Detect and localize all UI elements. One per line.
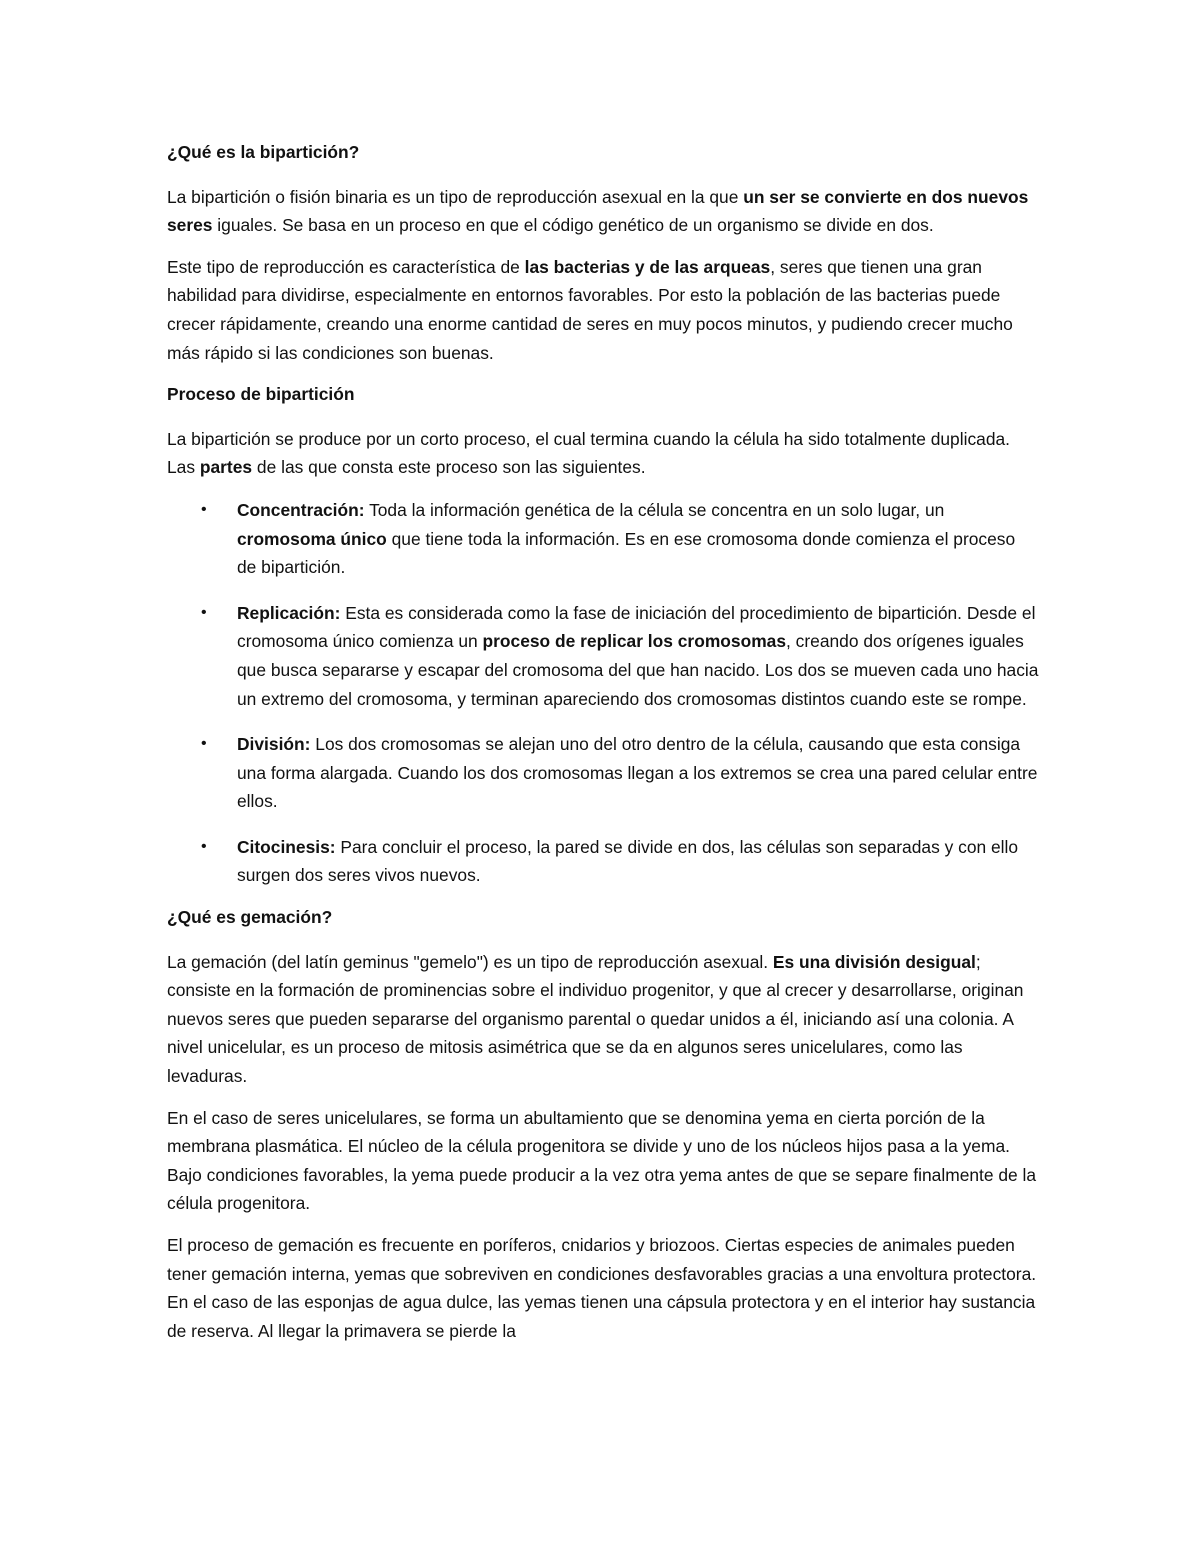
list-item: • Citocinesis: Para concluir el proceso, la pared se divide en dos, las células son separadas y con ello surgen dos seres vivos nuevos. [167,833,1039,890]
bold-phrase: cromosoma único [237,528,387,549]
step-title: Concentración: [237,499,365,520]
bold-phrase: partes [199,457,253,478]
heading-gemacion: ¿Qué es gemación? [167,907,333,928]
bold-phrase: las bacterias y de las arqueas [524,256,771,277]
step-title: Citocinesis: [237,836,336,857]
document-body [167,138,1039,1345]
paragraph-unicelulares: En el caso de seres unicelulares, se forma un abultamiento que se denomina yema en cierta porción de la membrana plasmática. El núcleo de la célula progenitora se divide y uno de los núcleos hijos pasa a la yema. Bajo condiciones favorables, la yema puede producir a la vez otra yema antes de que se separe finalmente de la célula progenitora. [167,1107,1037,1214]
bullet-icon: • [201,603,207,621]
bullet-icon: • [201,500,207,518]
list-item: • Concentración: Toda la información genética de la célula se concentra en un solo lugar, un cromosoma único que tiene toda la información. Es en ese cromosoma donde comienza el proceso de bipartición. [167,496,1039,582]
step-title: División: [237,734,311,755]
bullet-icon: • [201,735,207,753]
list-item: • División: Los dos cromosomas se alejan uno del otro dentro de la célula, causando que esta consiga una forma alargada. Cuando los dos cromosomas llegan a los extremos se crea una pared celular entre ellos. [167,730,1039,816]
bold-phrase: proceso de replicar los cromosomas [482,631,787,652]
heading-proceso-biparticion: Proceso de bipartición [167,384,355,405]
list-item: • Replicación: Esta es considerada como la fase de iniciación del procedimiento de bipartición. Desde el cromosoma único comienza un proceso de replicar los cromosomas, creando dos orígenes iguales que busca separarse y escapar del cromosoma del que han nacido. Los dos se mueven cada uno hacia un extremo del cromosoma, y terminan apareciendo dos cromosomas distintos cuando este se rompe. [167,599,1039,713]
paragraph-gemacion-definicion: La gemación (del latín geminus "gemelo") es un tipo de reproducción asexual. Es una división desigual; consiste en la formación de prominencias sobre el individuo progenitor, y que al crecer y desarrollarse, originan nuevos seres que pueden separarse del organismo parental o quedar unidos a él, iniciando así una colonia. A nivel unicelular, es un proceso de mitosis asimétrica que se da en algunos seres unicelulares, como las levaduras. [167,951,1024,1087]
paragraph-bacterias: Este tipo de reproducción es característica de las bacterias y de las arqueas, seres que tienen una gran habilidad para dividirse, especialmente en entornos favorables. Por esto la población de las bacterias puede crecer rápidamente, creando una enorme cantidad de seres en muy pocos minutos, y pudiendo crecer mucho más rápido si las condiciones son buenas. [167,256,1013,363]
heading-biparticion: ¿Qué es la bipartición? [167,142,360,162]
process-steps-list [167,496,1039,890]
step-title: Replicación: [237,602,341,623]
bold-phrase: un ser se convierte en dos nuevos seres [167,186,1029,236]
paragraph-definicion-biparticion: La bipartición o fisión binaria es un tipo de reproducción asexual en la que un ser se convierte en dos nuevos seres iguales. Se basa en un proceso en que el código genético de un organismo se divide en dos. [167,186,1029,236]
bold-phrase: Es una división desigual [772,951,976,972]
paragraph-gemacion-frecuente: El proceso de gemación es frecuente en poríferos, cnidarios y briozoos. Ciertas especies de animales pueden tener gemación interna, yemas que sobreviven en condiciones desfavorables gracias a una envoltura protectora. En el caso de las esponjas de agua dulce, las yemas tienen una cápsula protectora y en el interior hay sustancia de reserva. Al llegar la primavera se pierde la [167,1235,1037,1341]
bullet-icon: • [201,837,207,855]
paragraph-proceso: La bipartición se produce por un corto proceso, el cual termina cuando la célula ha sido totalmente duplicada. Las partes de las que consta este proceso son las siguientes. [167,428,1010,478]
